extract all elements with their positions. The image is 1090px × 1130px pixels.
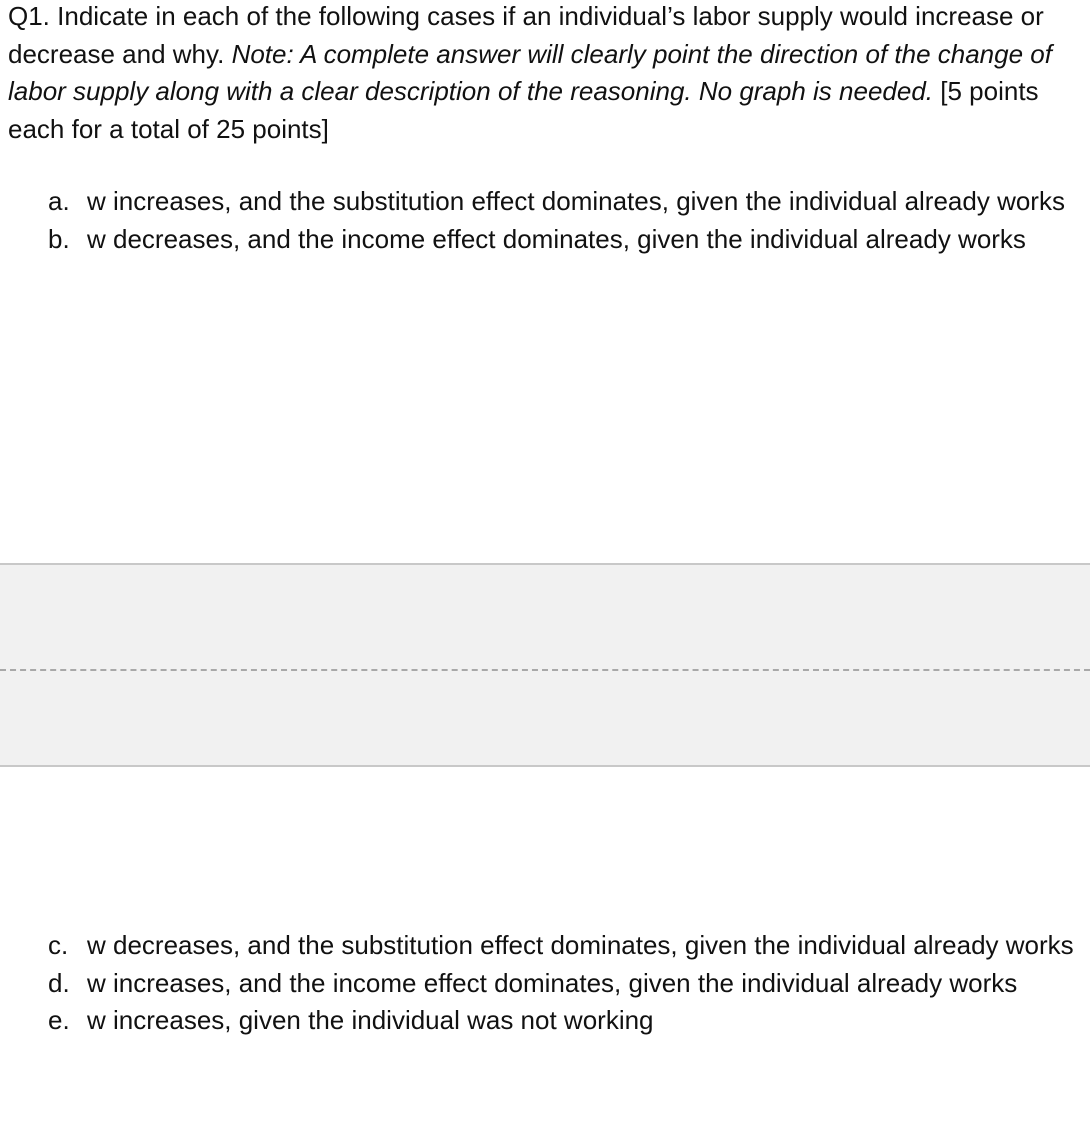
item-text: w increases, and the income effect dominates, given the individual already works bbox=[87, 967, 1018, 998]
page-break-dashed-line bbox=[0, 669, 1090, 671]
list-item-b bbox=[48, 221, 1078, 259]
item-text: w increases, given the individual was not working bbox=[87, 1005, 654, 1035]
question-text bbox=[8, 0, 1078, 148]
question-intro: Q1. Indicate in each of the following cases if an individual’s labor supply would increase or decrease and why. bbox=[8, 1, 1044, 69]
list-item-d bbox=[48, 965, 1078, 1003]
answer-list-top bbox=[48, 183, 1078, 258]
list-item-a bbox=[48, 183, 1078, 221]
answer-list-bottom bbox=[48, 927, 1078, 1040]
list-item-e bbox=[48, 1002, 1078, 1040]
question-points: [5 points each for a total of 25 points] bbox=[8, 76, 1039, 144]
list-item-c bbox=[48, 927, 1078, 965]
item-letter: d. bbox=[48, 967, 70, 998]
item-text: w decreases, and the substitution effect dominates, given the individual already works bbox=[87, 930, 1074, 960]
item-letter: e. bbox=[48, 1005, 70, 1035]
page-break bbox=[0, 563, 1090, 767]
question-note: Note: A complete answer will clearly point the direction of the change of labor supply along with a clear description of the reasoning. No graph is needed. bbox=[8, 38, 1052, 106]
item-letter: b. bbox=[48, 223, 70, 254]
item-letter: c. bbox=[48, 930, 69, 960]
item-text: w increases, and the substitution effect dominates, given the individual already works bbox=[87, 186, 1065, 216]
item-letter: a. bbox=[48, 186, 70, 216]
item-text: w decreases, and the income effect dominates, given the individual already works bbox=[87, 223, 1026, 254]
